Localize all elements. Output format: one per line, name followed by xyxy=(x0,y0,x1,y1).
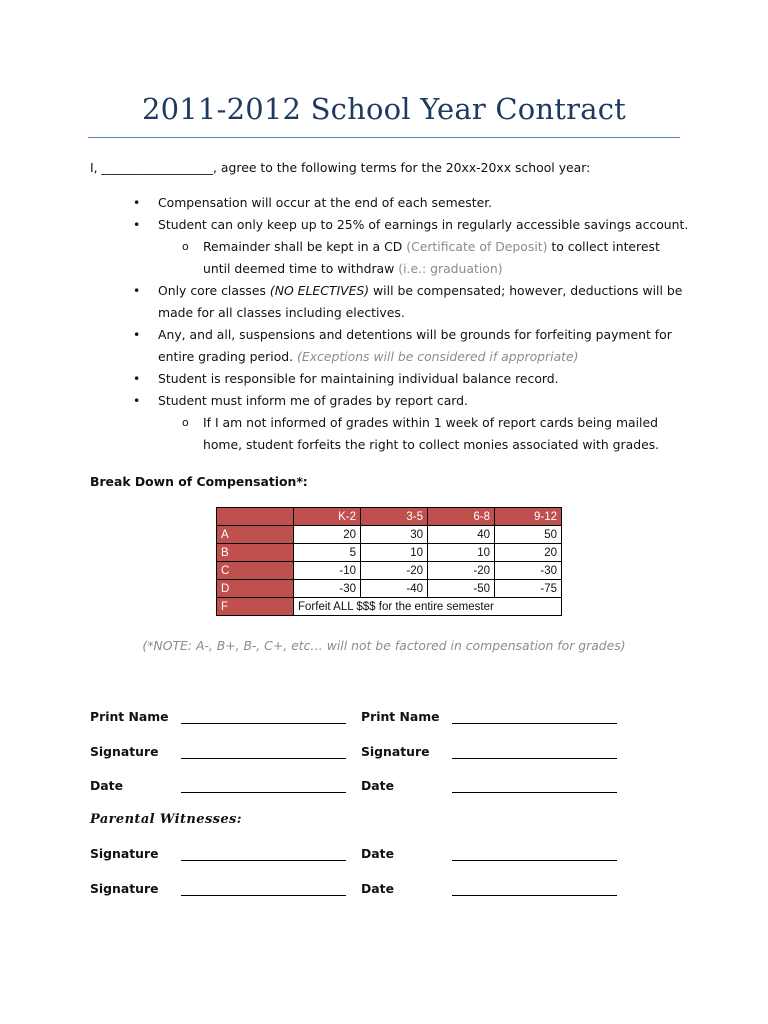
signature-label: Signature xyxy=(90,744,159,759)
signature-label: Signature xyxy=(361,744,430,759)
value-cell: 30 xyxy=(361,526,428,544)
value-cell: 40 xyxy=(428,526,495,544)
term-item: • Compensation will occur at the end of each semester. xyxy=(90,192,690,214)
witness-date-label: Date xyxy=(361,881,394,896)
date-label: Date xyxy=(361,778,394,793)
term-item: • Only core classes (NO ELECTIVES) will be compensated; however, deductions will be made for all classes including electives. xyxy=(90,280,690,324)
print-name-label: Print Name xyxy=(361,709,440,724)
print-name-line-2[interactable] xyxy=(452,723,617,724)
title-divider xyxy=(88,137,680,138)
column-header: 3-5 xyxy=(361,508,428,526)
date-line-1[interactable] xyxy=(181,792,346,793)
value-cell: 5 xyxy=(294,544,361,562)
witness-signature-label: Signature xyxy=(90,846,159,861)
page-title: 2011-2012 School Year Contract xyxy=(141,92,626,126)
table-row xyxy=(217,598,562,616)
term-item: • Student can only keep up to 25% of earnings in regularly accessible savings account. xyxy=(90,214,690,236)
witness-date-line-1[interactable] xyxy=(452,860,617,861)
print-name-label: Print Name xyxy=(90,709,169,724)
table-row xyxy=(217,580,562,598)
sub-term-item: o If I am not informed of grades within 1 week of report cards being mailed home, student forfeits the right to collect monies associated with grades. xyxy=(90,412,690,456)
grade-cell: C xyxy=(217,562,294,580)
value-cell: -30 xyxy=(495,562,562,580)
column-header: 9-12 xyxy=(495,508,562,526)
breakdown-heading: Break Down of Compensation*: xyxy=(90,474,308,489)
date-line-2[interactable] xyxy=(452,792,617,793)
term-item: • Student must inform me of grades by report card. xyxy=(90,390,690,412)
table-row xyxy=(217,562,562,580)
term-item: • Student is responsible for maintaining individual balance record. xyxy=(90,368,690,390)
value-cell: -40 xyxy=(361,580,428,598)
date-label: Date xyxy=(90,778,123,793)
value-cell: -75 xyxy=(495,580,562,598)
value-cell: 10 xyxy=(428,544,495,562)
terms-list xyxy=(90,192,690,456)
table-corner-cell xyxy=(217,508,294,526)
column-header: 6-8 xyxy=(428,508,495,526)
witness-signature-label: Signature xyxy=(90,881,159,896)
grade-cell: F xyxy=(217,598,294,616)
grade-cell: D xyxy=(217,580,294,598)
term-item: • Any, and all, suspensions and detentions will be grounds for forfeiting payment for entire grading period. (Exceptions will be considered if appropriate) xyxy=(90,324,690,368)
parental-witnesses-heading: Parental Witnesses: xyxy=(90,812,242,827)
value-cell: 20 xyxy=(294,526,361,544)
print-name-line-1[interactable] xyxy=(181,723,346,724)
witness-date-line-2[interactable] xyxy=(452,895,617,896)
intro-line: I, __________________, agree to the following terms for the 20xx-20xx school year: xyxy=(90,160,591,175)
grade-cell: B xyxy=(217,544,294,562)
column-header: K-2 xyxy=(294,508,361,526)
value-cell: 50 xyxy=(495,526,562,544)
witness-signature-line-1[interactable] xyxy=(181,860,346,861)
value-cell: -50 xyxy=(428,580,495,598)
signature-line-1[interactable] xyxy=(181,758,346,759)
table-header-row xyxy=(217,508,562,526)
table-row xyxy=(217,526,562,544)
forfeit-cell: Forfeit ALL $$$ for the entire semester xyxy=(294,598,562,616)
table-row xyxy=(217,544,562,562)
grade-cell: A xyxy=(217,526,294,544)
witness-date-label: Date xyxy=(361,846,394,861)
value-cell: -20 xyxy=(361,562,428,580)
sub-term-item: o Remainder shall be kept in a CD (Certificate of Deposit) to collect interest until deemed time to withdraw (i.e.: graduation) xyxy=(90,236,690,280)
grading-note: (*NOTE: A-, B+, B-, C+, etc… will not be factored in compensation for grades) xyxy=(142,638,626,653)
witness-signature-line-2[interactable] xyxy=(181,895,346,896)
signature-line-2[interactable] xyxy=(452,758,617,759)
value-cell: 20 xyxy=(495,544,562,562)
value-cell: 10 xyxy=(361,544,428,562)
value-cell: -20 xyxy=(428,562,495,580)
value-cell: -30 xyxy=(294,580,361,598)
value-cell: -10 xyxy=(294,562,361,580)
compensation-table xyxy=(216,507,562,616)
